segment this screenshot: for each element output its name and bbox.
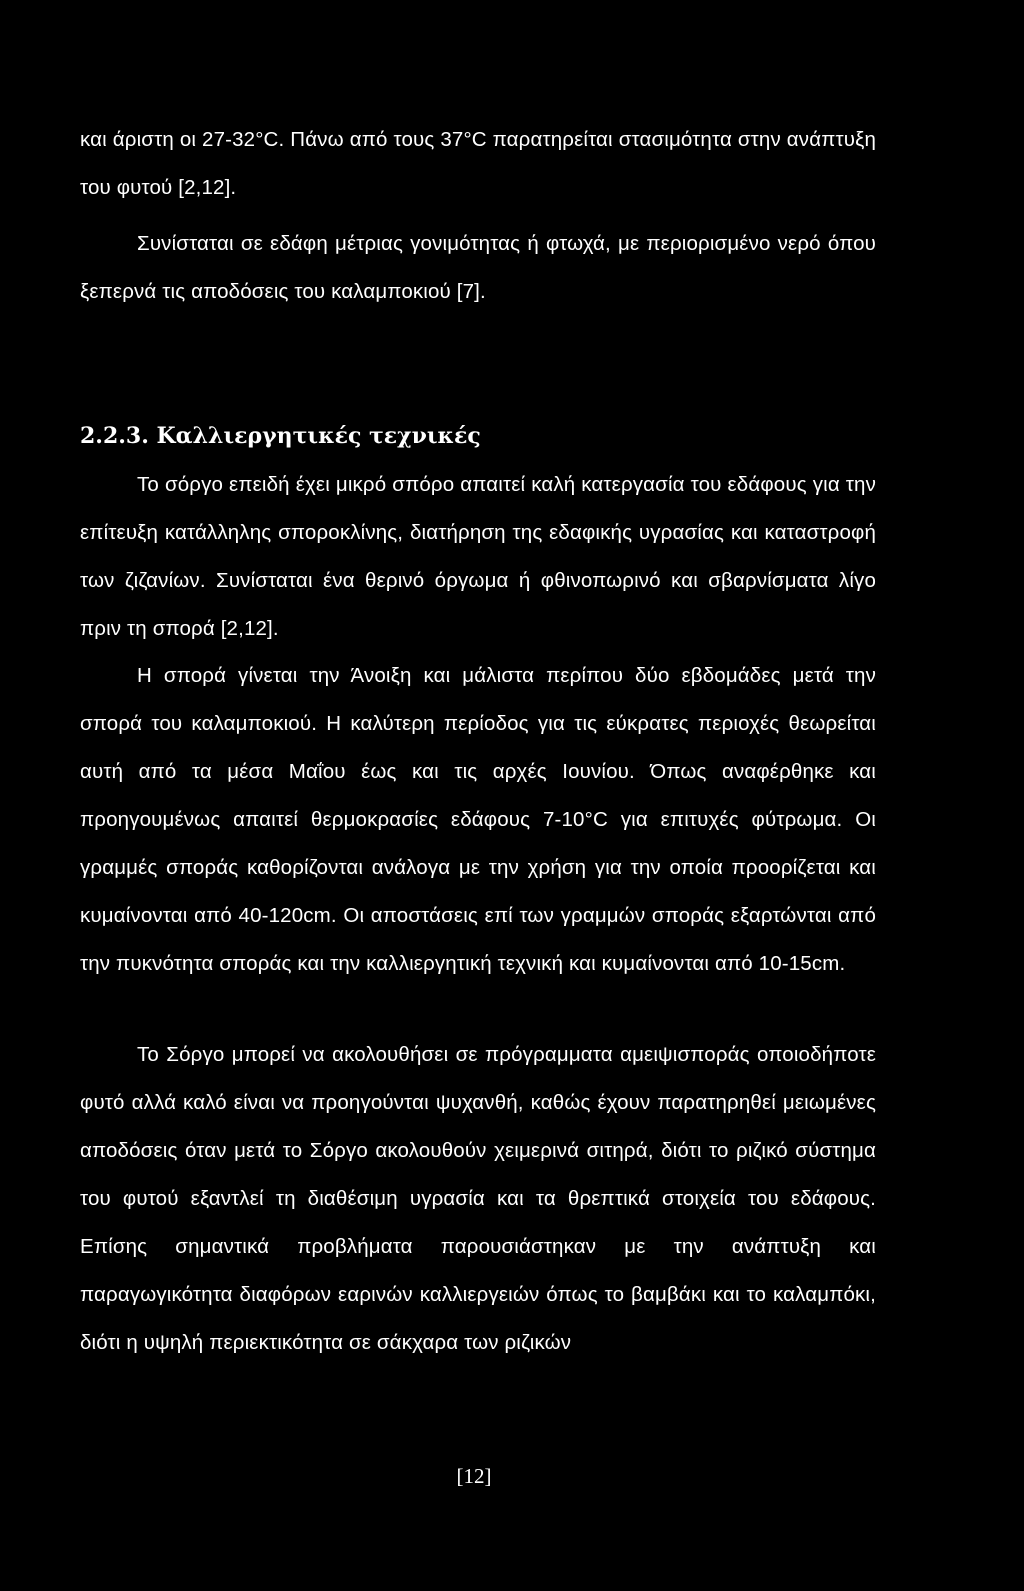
paragraph-soil-preparation: Το σόργο επειδή έχει μικρό σπόρο απαιτεί καλή κατεργασία του εδάφους για την επίτευξη κατάλληλης σποροκλίνης, διατήρηση της εδαφικής υγρασίας και καταστροφή των ζιζανίων. Συνίσταται ένα θερινό όργωμα ή φθινοπωρινό και σβαρνίσματα λίγο πριν τη σπορά [2,12]. — [80, 473, 876, 640]
paragraph-continuation: και άριστη οι 27-32°C. Πάνω από τους 37°C παρατηρείται στασιμότητα στην ανάπτυξη του φυτού [2,12]. — [80, 128, 876, 199]
page-number: [12] — [456, 1464, 492, 1488]
paragraph-soils: Συνίσταται σε εδάφη μέτριας γονιμότητας ή φτωχά, με περιορισμένο νερό όπου ξεπερνά τις αποδόσεις του καλαμποκιού [7]. — [80, 232, 876, 303]
section-heading: 2.2.3. Καλλιεργητικές τεχνικές — [80, 423, 481, 449]
paragraph-rotation: Το Σόργο μπορεί να ακολουθήσει σε πρόγραμματα αμειψισποράς οποιοδήποτε φυτό αλλά καλό είναι να προηγούνται ψυχανθή, καθώς έχουν παρατηρηθεί μειωμένες αποδόσεις όταν μετά το Σόργο ακολουθούν χειμερινά σιτηρά, διότι το ριζικό σύστημα του φυτού εξαντλεί τη διαθέσιμη υγρασία και τα θρεπτικά στοιχεία του εδάφους. Επίσης σημαντικά προβλήματα παρουσιάστηκαν με την ανάπτυξη και παραγωγικότητα διαφόρων εαρινών καλλιεργειών όπως το βαμβάκι και το καλαμπόκι, διότι η υψηλή περιεκτικότητα σε σάκχαρα των ριζικών — [80, 1043, 876, 1354]
paragraph-sowing: Η σπορά γίνεται την Άνοιξη και μάλιστα περίπου δύο εβδομάδες μετά την σπορά του καλαμποκιού. Η καλύτερη περίοδος για τις εύκρατες περιοχές θεωρείται αυτή από τα μέσα Μαΐου έως και τις αρχές Ιουνίου. Όπως αναφέρθηκε και προηγουμένως απαιτεί θερμοκρασίες εδάφους 7-10°C για επιτυχές φύτρωμα. Οι γραμμές σποράς καθορίζονται ανάλογα με την χρήση για την οποία προορίζεται και κυμαίνονται από 40-120cm. Οι αποστάσεις επί των γραμμών σποράς εξαρτώνται από την πυκνότητα σποράς και την καλλιεργητική τεχνική και κυμαίνονται από 10-15cm. — [80, 664, 876, 975]
